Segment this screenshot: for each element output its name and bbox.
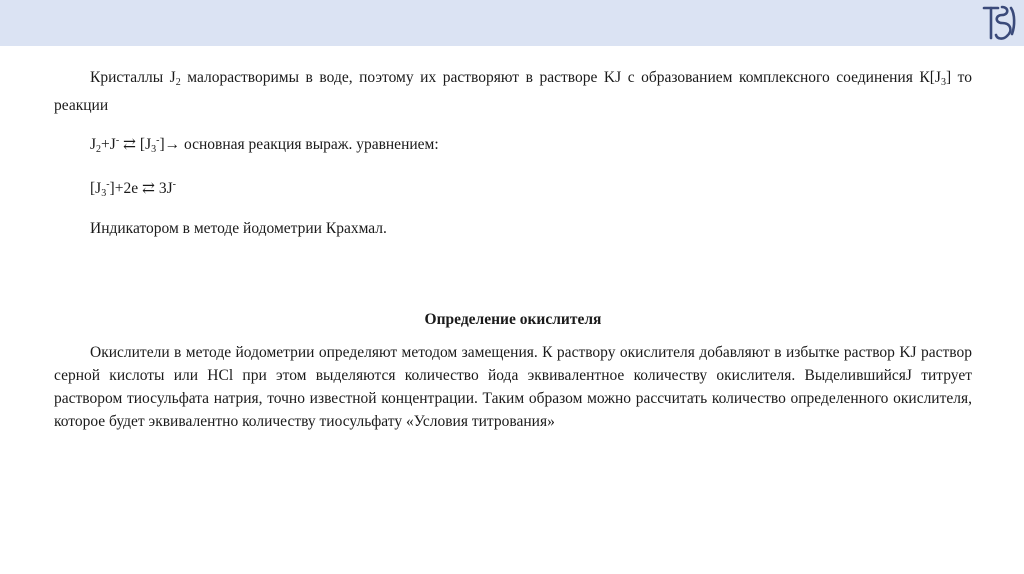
header-band xyxy=(0,0,1024,46)
equation-reaction-1: $J_2+J^-$ ⇄ $[J_3^-]\to$ основная реакция выраж. уравнением: xyxy=(90,135,439,155)
equation-reaction-2: $[J_3^-]+2e$ ⇄ 3J- xyxy=(90,179,176,199)
section-heading: Определение окислителя xyxy=(424,311,602,328)
paragraph-crystals: Кристаллы $J_2$ малорастворимы в воде, поэтому их растворяют в растворе KJ с образованием комплексного соединения $К[J_3]$ то реакции xyxy=(54,69,972,114)
indicator-line: Индикатором в методе йодометрии Крахмал. xyxy=(90,220,387,237)
paragraph-oxidizer: Окислители в методе йодометрии определяют методом замещения. К раствору окислителя добавляют в избытке раствор KJ раствор серной кислоты или HCl при этом выделяются количество йода эквивалентное количеству окислителя. ВыделившийсяJ титрует раствором тиосульфата натрия, точно известной концентрации. Таким образом можно рассчитать количество определенного окислителя, которое будет эквивалентно количеству тиосульфату «Условия титрования» xyxy=(54,344,972,430)
university-logo-icon xyxy=(978,2,1018,44)
slide-content xyxy=(54,66,972,433)
